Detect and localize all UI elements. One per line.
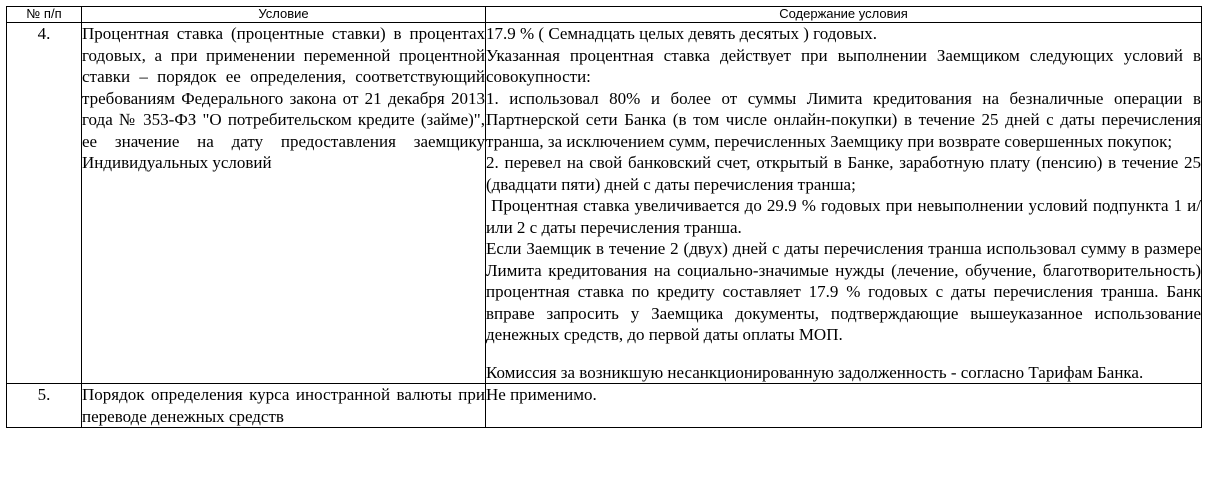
content-paragraph: Указанная процентная ставка действует при выполнении Заемщиком следующих условий в совокупности: bbox=[486, 45, 1201, 86]
loan-conditions-table bbox=[6, 6, 1202, 428]
table-header-row bbox=[7, 7, 1202, 23]
content-paragraph: 2. перевел на свой банковский счет, открытый в Банке, заработную плату (пенсию) в течение 25 (двадцати пяти) дней с даты перечисления транша; bbox=[486, 153, 1201, 194]
content-paragraph: Не применимо. bbox=[486, 385, 597, 404]
row-condition bbox=[82, 23, 486, 384]
row-number: 4. bbox=[7, 23, 82, 384]
row-content bbox=[486, 384, 1202, 428]
header-number: № п/п bbox=[7, 7, 82, 23]
row-content bbox=[486, 23, 1202, 384]
table-row bbox=[7, 384, 1202, 428]
row-condition bbox=[82, 384, 486, 428]
condition-text: Порядок определения курса иностранной валюты при переводе денежных средств bbox=[82, 385, 485, 426]
content-paragraph: Комиссия за возникшую несанкционированную задолженность - согласно Тарифам Банка. bbox=[486, 362, 1144, 382]
content-paragraph: Если Заемщик в течение 2 (двух) дней с даты перечисления транша использовал сумму в размере Лимита кредитования на социально-значимые нужды (лечение, обучение, благотворительность) процентная ставка по кредиту составляет 17.9 % годовых с даты перечисления транша. Банк вправе запросить у Заемщика документы, подтверждающие вышеуказанное использование денежных средств, до первой даты оплаты МОП. bbox=[486, 239, 1201, 344]
content-paragraph: Процентная ставка увеличивается до 29.9 % годовых при невыполнении условий подпункта 1 и/или 2 с даты перечисления транша. bbox=[486, 196, 1201, 237]
row-number: 5. bbox=[7, 384, 82, 428]
header-condition: Условие bbox=[82, 7, 486, 23]
content-paragraph: 17.9 % ( Семнадцать целых девять десятых ) годовых. bbox=[486, 24, 878, 43]
header-content: Содержание условия bbox=[486, 7, 1202, 23]
condition-text: Процентная ставка (процентные ставки) в процентах годовых, а при применении переменной процентной ставки – порядок ее определения, соответствующий требованиям Федерального закона от 21 декабря 2013 года № 353-ФЗ "О потребительском кредите (займе)", ее значение на дату предоставления заемщику Индивидуальных условий bbox=[82, 24, 485, 172]
table-row bbox=[7, 23, 1202, 384]
content-paragraph: 1. использовал 80% и более от суммы Лимита кредитования на безналичные операции в Партнерской сети Банка (в том числе онлайн-покупки) в течение 25 дней с даты перечисления транша, за исключением сумм, перечисленных Заемщику при возврате совершенных покупок; bbox=[486, 88, 1201, 151]
